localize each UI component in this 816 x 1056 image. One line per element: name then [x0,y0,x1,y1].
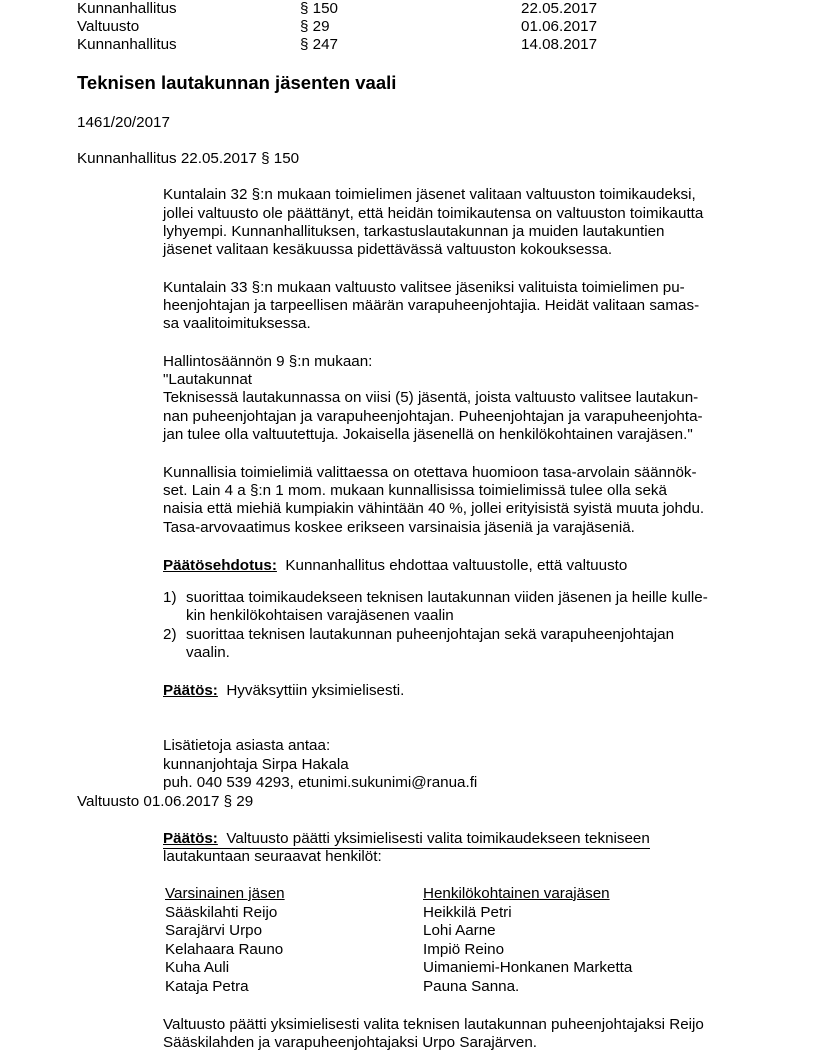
header-date: 01.06.2017 [521,18,598,35]
header-row [77,36,777,54]
paragraph-line: naisia että miehiä kumpiakin vähintään 40 %, jollei erityisistä syistä muuta johdu. [163,500,705,517]
decision-text: Valtuusto päätti yksimielisesti valita toimikaudekseen tekniseen [226,830,650,847]
list-text: vaalin. [186,644,230,661]
decision-line [163,682,404,700]
member-regular: Sarajärvi Urpo [165,922,263,939]
paragraph-line: Hallintosäännön 9 §:n mukaan: [163,353,373,370]
paragraph-line: lyhyempi. Kunnanhallituksen, tarkastuslautakunnan ja muiden lautakuntien [163,223,665,240]
list-text: suorittaa teknisen lautakunnan puheenjohtajan sekä varapuheenjohtajan [186,626,675,643]
paragraph-line: Kunnallisia toimielimiä valittaessa on otettava huomioon tasa-arvolain säännök- [163,464,697,481]
member-deputy: Pauna Sanna. [423,978,520,995]
meeting-heading-2: Valtuusto 01.06.2017 § 29 [77,793,254,810]
header-row [77,0,777,18]
member-deputy: Impiö Reino [423,941,505,958]
header-section: § 150 [300,0,339,17]
paragraph-line: Kuntalain 32 §:n mukaan toimielimen jäsenet valitaan valtuuston toimikaudeksi, [163,186,696,203]
member-deputy: Lohi Aarne [423,922,496,939]
paragraph-line: Teknisessä lautakunnassa on viisi (5) jäsentä, joista valtuusto valitsee lautakun- [163,389,699,406]
paragraph-line: Valtuusto päätti yksimielisesti valita teknisen lautakunnan puheenjohtajaksi Reijo [163,1016,704,1033]
decision-label: Päätös: [163,830,218,847]
list-number: 1) [163,589,177,606]
paragraph-line: set. Lain 4 a §:n 1 mom. mukaan kunnallisissa toimielimissä tulee olla sekä [163,482,667,499]
header-body: Valtuusto [77,18,140,35]
member-regular: Sääskilahti Reijo [165,904,278,921]
header-row [77,18,777,36]
paragraph-line: Kuntalain 33 §:n mukaan valtuusto valitsee jäseniksi valituista toimielimen pu- [163,279,685,296]
contact-line: kunnanjohtaja Sirpa Hakala [163,756,349,773]
list-number: 2) [163,626,177,643]
paragraph-line: jäsenet valitaan kesäkuussa pidettävässä valtuuston kokouksessa. [163,241,613,258]
paragraph-line: jan tulee olla valtuutettuja. Jokaisella jäsenellä on henkilökohtainen varajäsen." [163,426,693,443]
header-body: Kunnanhallitus [77,36,177,53]
paragraph-line: jollei valtuusto ole päättänyt, että heidän toimikautensa on valtuuston toimikautta [163,205,704,222]
column-header-regular: Varsinainen jäsen [165,885,285,902]
column-header-deputy: Henkilökohtainen varajäsen [423,885,610,902]
list-text: kin henkilökohtaisen varajäsenen vaalin [186,607,454,624]
decision-2-line [163,830,650,849]
member-regular: Kelahaara Rauno [165,941,284,958]
header-date: 22.05.2017 [521,0,598,17]
paragraph-line: nan puheenjohtajan ja varapuheenjohtajan. Puheenjohtajan ja varapuheenjohta- [163,408,703,425]
header-body: Kunnanhallitus [77,0,177,17]
proposal-line [163,557,627,575]
header-date: 14.08.2017 [521,36,598,53]
contact-line: Lisätietoja asiasta antaa: [163,737,331,754]
list-text: suorittaa toimikaudekseen teknisen lautakunnan viiden jäsenen ja heille kulle- [186,589,708,606]
header-section: § 247 [300,36,339,53]
decision-text: Hyväksyttiin yksimielisesti. [226,682,405,699]
member-regular: Kuha Auli [165,959,230,976]
header-section: § 29 [300,18,330,35]
member-regular: Kataja Petra [165,978,249,995]
case-number: 1461/20/2017 [77,114,170,131]
contact-line: puh. 040 539 4293, etunimi.sukunimi@ranua.fi [163,774,478,791]
member-deputy: Heikkilä Petri [423,904,512,921]
proposal-text: Kunnanhallitus ehdottaa valtuustolle, että valtuusto [285,557,628,574]
paragraph-line: Sääskilahden ja varapuheenjohtajaksi Urpo Sarajärven. [163,1034,538,1051]
member-deputy: Uimaniemi-Honkanen Marketta [423,959,633,976]
decision-2-line: lautakuntaan seuraavat henkilöt: [163,848,382,865]
proposal-label: Päätösehdotus: [163,557,277,574]
paragraph-line: "Lautakunnat [163,371,252,388]
paragraph-line: Tasa-arvovaatimus koskee erikseen varsinaisia jäseniä ja varajäseniä. [163,519,635,536]
meeting-heading-1: Kunnanhallitus 22.05.2017 § 150 [77,150,300,167]
paragraph-line: sa vaalitoimituksessa. [163,315,311,332]
paragraph-line: heenjohtajan ja tarpeellisen määrän varapuheenjohtajia. Heidät valitaan samas- [163,297,700,314]
page-title: Teknisen lautakunnan jäsenten vaali [77,72,397,93]
decision-label: Päätös: [163,682,218,699]
